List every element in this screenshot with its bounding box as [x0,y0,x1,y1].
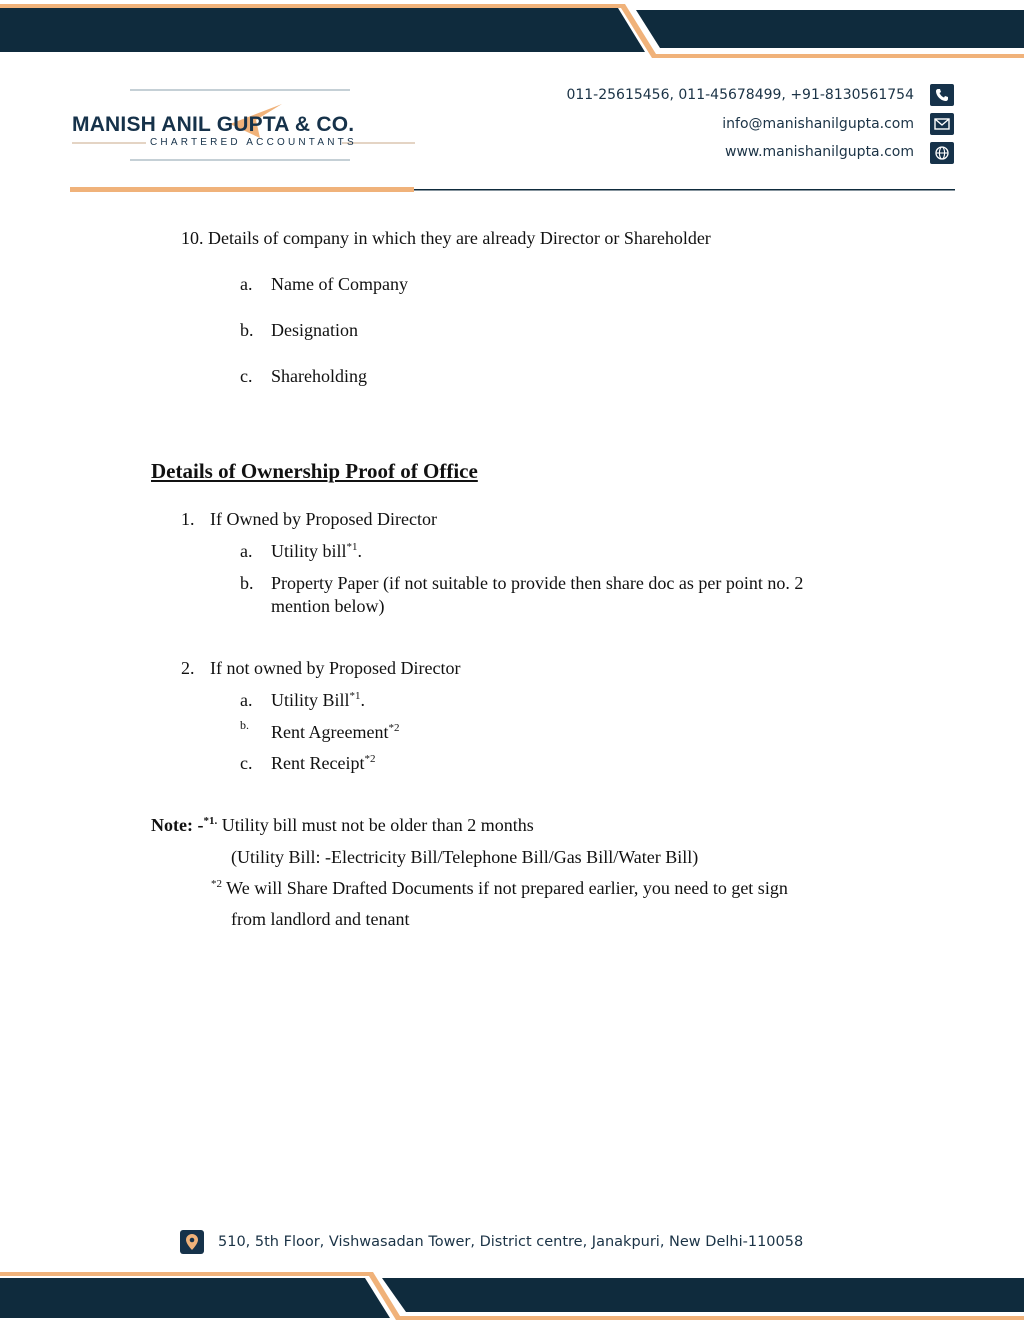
list-item: Utility bill$^{*1}$. [271,541,363,561]
note-line-1: Note: -$^{*1.}$ Utility bill must not be older than 2 months [151,815,534,835]
list-item-marker: b. [240,573,254,593]
list-item-marker: a. [240,541,253,561]
logo-tagline: CHARTERED ACCOUNTANTS [150,137,357,148]
list-item: Property Paper (if not suitable to provide then share doc as per point no. 2 [271,573,804,593]
list-item-marker: b. [240,718,249,732]
list-item: Shareholding [271,366,367,386]
mail-icon [930,113,954,135]
group-2-title: If not owned by Proposed Director [210,658,461,678]
list-item-marker: a. [240,274,253,294]
group-1-title: If Owned by Proposed Director [210,509,437,529]
phone-numbers: 011-25615456, 011-45678499, +91-8130561754 [566,87,914,103]
list-item: Rent Receipt$^{*2}$ [271,753,376,773]
list-item-marker: b. [240,320,254,340]
footer-band [0,1268,1024,1325]
logo-firm-name: MANISH ANIL GUPTA & CO. [72,113,355,136]
note-line-4: from landlord and tenant [231,909,410,929]
list-item-marker: c. [240,753,253,773]
globe-icon [930,142,954,164]
office-address: 510, 5th Floor, Vishwasadan Tower, District centre, Janakpuri, New Delhi-110058 [218,1234,804,1250]
note-line-2: (Utility Bill: -Electricity Bill/Telephone Bill/Gas Bill/Water Bill) [231,847,699,867]
list-item: Name of Company [271,274,408,294]
header-divider [70,186,955,194]
email-address[interactable]: info@manishanilgupta.com [722,116,914,132]
location-pin-icon [180,1230,204,1254]
phone-icon [930,84,954,106]
group-2-marker: 2. [181,658,195,678]
website-url[interactable]: www.manishanilgupta.com [725,144,914,160]
group-1-marker: 1. [181,509,195,529]
list-item-continuation: mention below) [271,596,385,616]
list-item-marker: c. [240,366,253,386]
list-item: Designation [271,320,358,340]
list-item: Rent Agreement$^{*2}$ [271,722,400,742]
note-line-3: $^{*2}$ We will Share Drafted Documents if not prepared earlier, you need to get sign [211,878,788,898]
header-band [0,0,1024,60]
list-item: Utility Bill$^{*1}$. [271,690,366,710]
list-item-marker: a. [240,690,253,710]
section-heading: Details of Ownership Proof of Office [151,459,478,483]
section-10-title: 10. Details of company in which they are already Director or Shareholder [181,228,711,248]
